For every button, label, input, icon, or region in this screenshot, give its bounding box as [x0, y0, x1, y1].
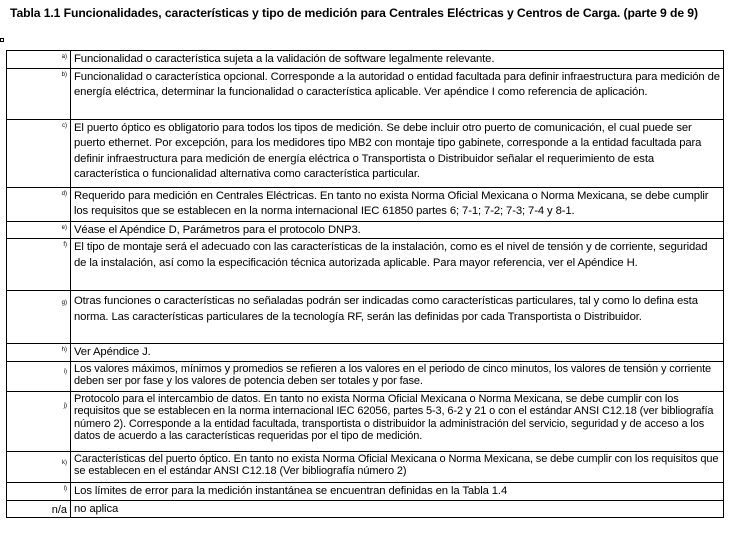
note-key: f) — [7, 239, 71, 291]
note-text: El puerto óptico es obligatorio para todos los tipos de medición. Se debe incluir otro puerto de comunicación, el cual puede ser puerto ethernet. Por excepción, para los medidores tipo MB2 con montaje tipo gabinete, corresponde a la entidad facultada para definir infraestructura para medición de energía eléctrica o Transportista o Distribuidor señalar el requerimiento de esta característica o funcionalidad alternativa como característica particular. — [71, 119, 724, 187]
note-text: Protocolo para el intercambio de datos. En tanto no exista Norma Oficial Mexicana o Norma Mexicana, se debe cumplir con los requisitos que se establecen en la norma internacional IEC 62056, partes 5-3, 6-2 y 21 o con el estándar ANSI C12.18 (ver bibliografía número 2). Corresponde a la entidad facultada, transportista o distribuidor la administración del servicio, seguridad y de acceso a los datos de acuerdo a las características requeridas por el tipo de medición. — [71, 391, 724, 451]
note-text: Características del puerto óptico. En tanto no exista Norma Oficial Mexicana o Norma Mexicana, se debe cumplir con los requisitos que se establecen en el estándar ANSI C12.18 (Ver bibliografía número 2) — [71, 451, 724, 482]
table-row — [7, 239, 724, 291]
note-key: b) — [7, 68, 71, 119]
note-key: d) — [7, 187, 71, 221]
table-row — [7, 482, 724, 500]
note-text: Los valores máximos, mínimos y promedios se refieren a los valores en el periodo de cinco minutos, los valores de tensión y corriente deben ser por fase y los valores de potencia deben ser totales y por fase. — [71, 361, 724, 391]
table-row — [7, 391, 724, 451]
note-key: c) — [7, 119, 71, 187]
table-row — [7, 361, 724, 391]
table-row — [7, 500, 724, 518]
note-key: a) — [7, 51, 71, 69]
note-key: h) — [7, 344, 71, 362]
note-key: k) — [7, 451, 71, 482]
table-row — [7, 119, 724, 187]
note-text: El tipo de montaje será el adecuado con las características de la instalación, como es el nivel de tensión y de corriente, seguridad de la instalación, así como la especificación técnica autorizada aplicable. Para mayor referencia, ver el Apéndice H. — [71, 239, 724, 291]
note-text: no aplica — [71, 500, 724, 518]
table-row — [7, 51, 724, 69]
table-row — [7, 187, 724, 221]
notes-table — [6, 50, 724, 518]
table-row — [7, 68, 724, 119]
note-key: j) — [7, 391, 71, 451]
note-text: Los límites de error para la medición instantánea se encuentran definidas en la Tabla 1.4 — [71, 482, 724, 500]
note-key: i) — [7, 361, 71, 391]
table-row — [7, 344, 724, 362]
note-text: Funcionalidad o característica sujeta a la validación de software legalmente relevante. — [71, 51, 724, 69]
note-text: Funcionalidad o característica opcional. Corresponde a la autoridad o entidad facultada para definir infraestructura para medición de energía eléctrica, determinar la funcionalidad o característica aplicable. Ver apéndice I como referencia de aplicación. — [71, 68, 724, 119]
note-key: l) — [7, 482, 71, 500]
note-key: n/a — [7, 500, 71, 518]
table-row — [7, 451, 724, 482]
note-text: Requerido para medición en Centrales Eléctricas. En tanto no exista Norma Oficial Mexicana o Norma Mexicana, se debe cumplir los requisitos que se establecen en la norma internacional IEC 61850 partes 6; 7-1; 7-2; 7-3; 7-4 y 8-1. — [71, 187, 724, 221]
note-key: g) — [7, 291, 71, 344]
note-text: Otras funciones o características no señaladas podrán ser indicadas como características particulares, tal y como lo defina esta norma. Las características particulares de la tecnología RF, serán las definidas por cada Transportista o Distribuidor. — [71, 291, 724, 344]
note-text: Ver Apéndice J. — [71, 344, 724, 362]
note-key: e) — [7, 221, 71, 239]
note-text: Véase el Apéndice D, Parámetros para el protocolo DNP3. — [71, 221, 724, 239]
table-title: Tabla 1.1 Funcionalidades, características y tipo de medición para Centrales Eléctricas y Centros de Carga. (parte 9 de 9) — [10, 6, 698, 20]
table-row — [7, 291, 724, 344]
table-handle-icon[interactable] — [0, 38, 4, 42]
table-row — [7, 221, 724, 239]
